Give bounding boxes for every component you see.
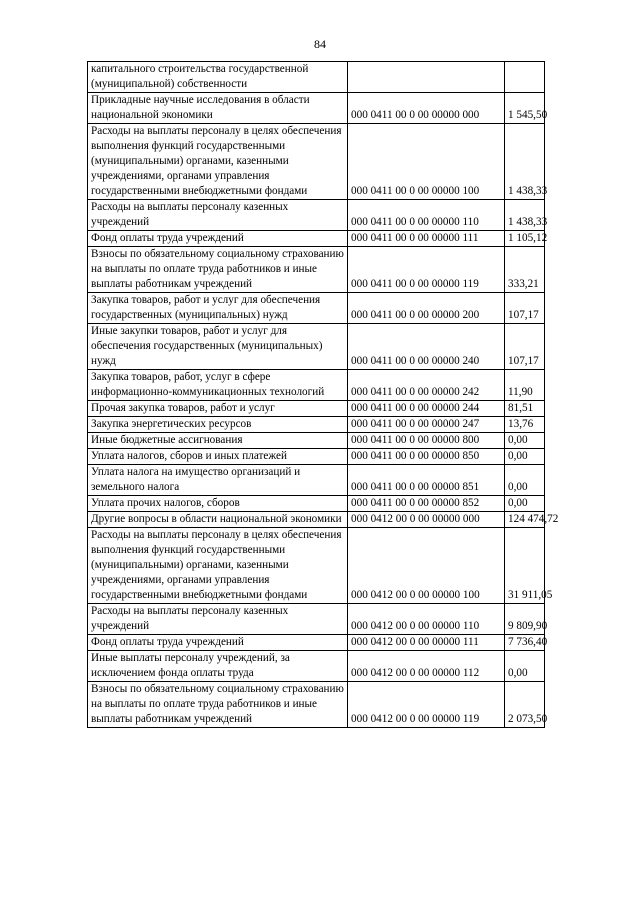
budget-code-cell: 000 0412 00 0 00 00000 100 — [348, 528, 505, 604]
budget-code-cell: 000 0412 00 0 00 00000 111 — [348, 635, 505, 651]
table-row — [88, 62, 545, 93]
expense-name-cell: Расходы на выплаты персоналу в целях обеспечения выполнения функций государственными (муниципальными) органами, казенными учреждениями, органами управления государственными внебюджетными фондами — [88, 124, 348, 200]
table-row — [88, 449, 545, 465]
amount-cell: 7 736,40 — [505, 635, 545, 651]
table-row — [88, 200, 545, 231]
budget-code-cell: 000 0412 00 0 00 00000 112 — [348, 651, 505, 682]
table-row — [88, 465, 545, 496]
table-row — [88, 651, 545, 682]
table-row — [88, 433, 545, 449]
budget-code-cell: 000 0412 00 0 00 00000 110 — [348, 604, 505, 635]
budget-code-cell: 000 0411 00 0 00 00000 111 — [348, 231, 505, 247]
table-row — [88, 93, 545, 124]
amount-cell: 0,00 — [505, 433, 545, 449]
table-row — [88, 401, 545, 417]
budget-code-cell: 000 0411 00 0 00 00000 110 — [348, 200, 505, 231]
table-row — [88, 528, 545, 604]
expense-name-cell: Закупка товаров, работ, услуг в сфере информационно-коммуникационных технологий — [88, 370, 348, 401]
amount-cell: 0,00 — [505, 651, 545, 682]
budget-code-cell: 000 0411 00 0 00 00000 000 — [348, 93, 505, 124]
expense-name-cell: Взносы по обязательному социальному страхованию на выплаты по оплате труда работников и иные выплаты работникам учреждений — [88, 247, 348, 293]
expense-name-cell: Иные закупки товаров, работ и услуг для обеспечения государственных (муниципальных) нужд — [88, 324, 348, 370]
table-row — [88, 293, 545, 324]
table-row — [88, 496, 545, 512]
amount-cell: 1 438,33 — [505, 200, 545, 231]
expense-name-cell: Фонд оплаты труда учреждений — [88, 231, 348, 247]
amount-cell: 1 438,33 — [505, 124, 545, 200]
table-row — [88, 124, 545, 200]
budget-code-cell: 000 0411 00 0 00 00000 244 — [348, 401, 505, 417]
budget-code-cell: 000 0412 00 0 00 00000 000 — [348, 512, 505, 528]
budget-code-cell: 000 0411 00 0 00 00000 850 — [348, 449, 505, 465]
budget-table — [87, 61, 559, 728]
table-row — [88, 682, 545, 728]
expense-name-cell: Закупка товаров, работ и услуг для обеспечения государственных (муниципальных) нужд — [88, 293, 348, 324]
expense-name-cell: Расходы на выплаты персоналу казенных учреждений — [88, 604, 348, 635]
expense-name-cell: Уплата налогов, сборов и иных платежей — [88, 449, 348, 465]
table-row — [88, 370, 545, 401]
expense-name-cell: Фонд оплаты труда учреждений — [88, 635, 348, 651]
table-row — [88, 604, 545, 635]
budget-code-cell: 000 0411 00 0 00 00000 119 — [348, 247, 505, 293]
budget-code-cell: 000 0411 00 0 00 00000 800 — [348, 433, 505, 449]
table-row — [88, 231, 545, 247]
budget-code-cell: 000 0412 00 0 00 00000 119 — [348, 682, 505, 728]
amount-cell: 107,17 — [505, 324, 545, 370]
budget-code-cell: 000 0411 00 0 00 00000 242 — [348, 370, 505, 401]
amount-cell: 107,17 — [505, 293, 545, 324]
amount-cell: 124 474,72 — [505, 512, 545, 528]
amount-cell: 1 105,12 — [505, 231, 545, 247]
amount-cell: 1 545,50 — [505, 93, 545, 124]
budget-table-body — [88, 62, 559, 728]
amount-cell: 0,00 — [505, 465, 545, 496]
budget-code-cell: 000 0411 00 0 00 00000 247 — [348, 417, 505, 433]
expense-name-cell: Иные выплаты персоналу учреждений, за исключением фонда оплаты труда — [88, 651, 348, 682]
expense-name-cell: Закупка энергетических ресурсов — [88, 417, 348, 433]
budget-code-cell: 000 0411 00 0 00 00000 852 — [348, 496, 505, 512]
expense-name-cell: Уплата прочих налогов, сборов — [88, 496, 348, 512]
table-row — [88, 324, 545, 370]
amount-cell — [505, 62, 545, 93]
amount-cell: 9 809,90 — [505, 604, 545, 635]
budget-code-cell: 000 0411 00 0 00 00000 100 — [348, 124, 505, 200]
table-row — [88, 247, 545, 293]
expense-name-cell: Другие вопросы в области национальной экономики — [88, 512, 348, 528]
page-number: 84 — [314, 37, 326, 51]
budget-code-cell — [348, 62, 505, 93]
amount-cell: 0,00 — [505, 496, 545, 512]
budget-code-cell: 000 0411 00 0 00 00000 240 — [348, 324, 505, 370]
expense-name-cell: капитального строительства государственной (муниципальной) собственности — [88, 62, 348, 93]
table-row — [88, 512, 545, 528]
budget-code-cell: 000 0411 00 0 00 00000 200 — [348, 293, 505, 324]
amount-cell: 0,00 — [505, 449, 545, 465]
amount-cell: 81,51 — [505, 401, 545, 417]
expense-name-cell: Взносы по обязательному социальному страхованию на выплаты по оплате труда работников и иные выплаты работникам учреждений — [88, 682, 348, 728]
amount-cell: 31 911,05 — [505, 528, 545, 604]
amount-cell: 333,21 — [505, 247, 545, 293]
expense-name-cell: Расходы на выплаты персоналу в целях обеспечения выполнения функций государственными (муниципальными) органами, казенными учреждениями, органами управления государственными внебюджетными фондами — [88, 528, 348, 604]
table-row — [88, 635, 545, 651]
expense-name-cell: Прикладные научные исследования в области национальной экономики — [88, 93, 348, 124]
budget-code-cell: 000 0411 00 0 00 00000 851 — [348, 465, 505, 496]
expense-name-cell: Уплата налога на имущество организаций и земельного налога — [88, 465, 348, 496]
table-row — [88, 417, 545, 433]
expense-name-cell: Иные бюджетные ассигнования — [88, 433, 348, 449]
amount-cell: 13,76 — [505, 417, 545, 433]
amount-cell: 2 073,50 — [505, 682, 545, 728]
expense-name-cell: Прочая закупка товаров, работ и услуг — [88, 401, 348, 417]
amount-cell: 11,90 — [505, 370, 545, 401]
expense-name-cell: Расходы на выплаты персоналу казенных учреждений — [88, 200, 348, 231]
